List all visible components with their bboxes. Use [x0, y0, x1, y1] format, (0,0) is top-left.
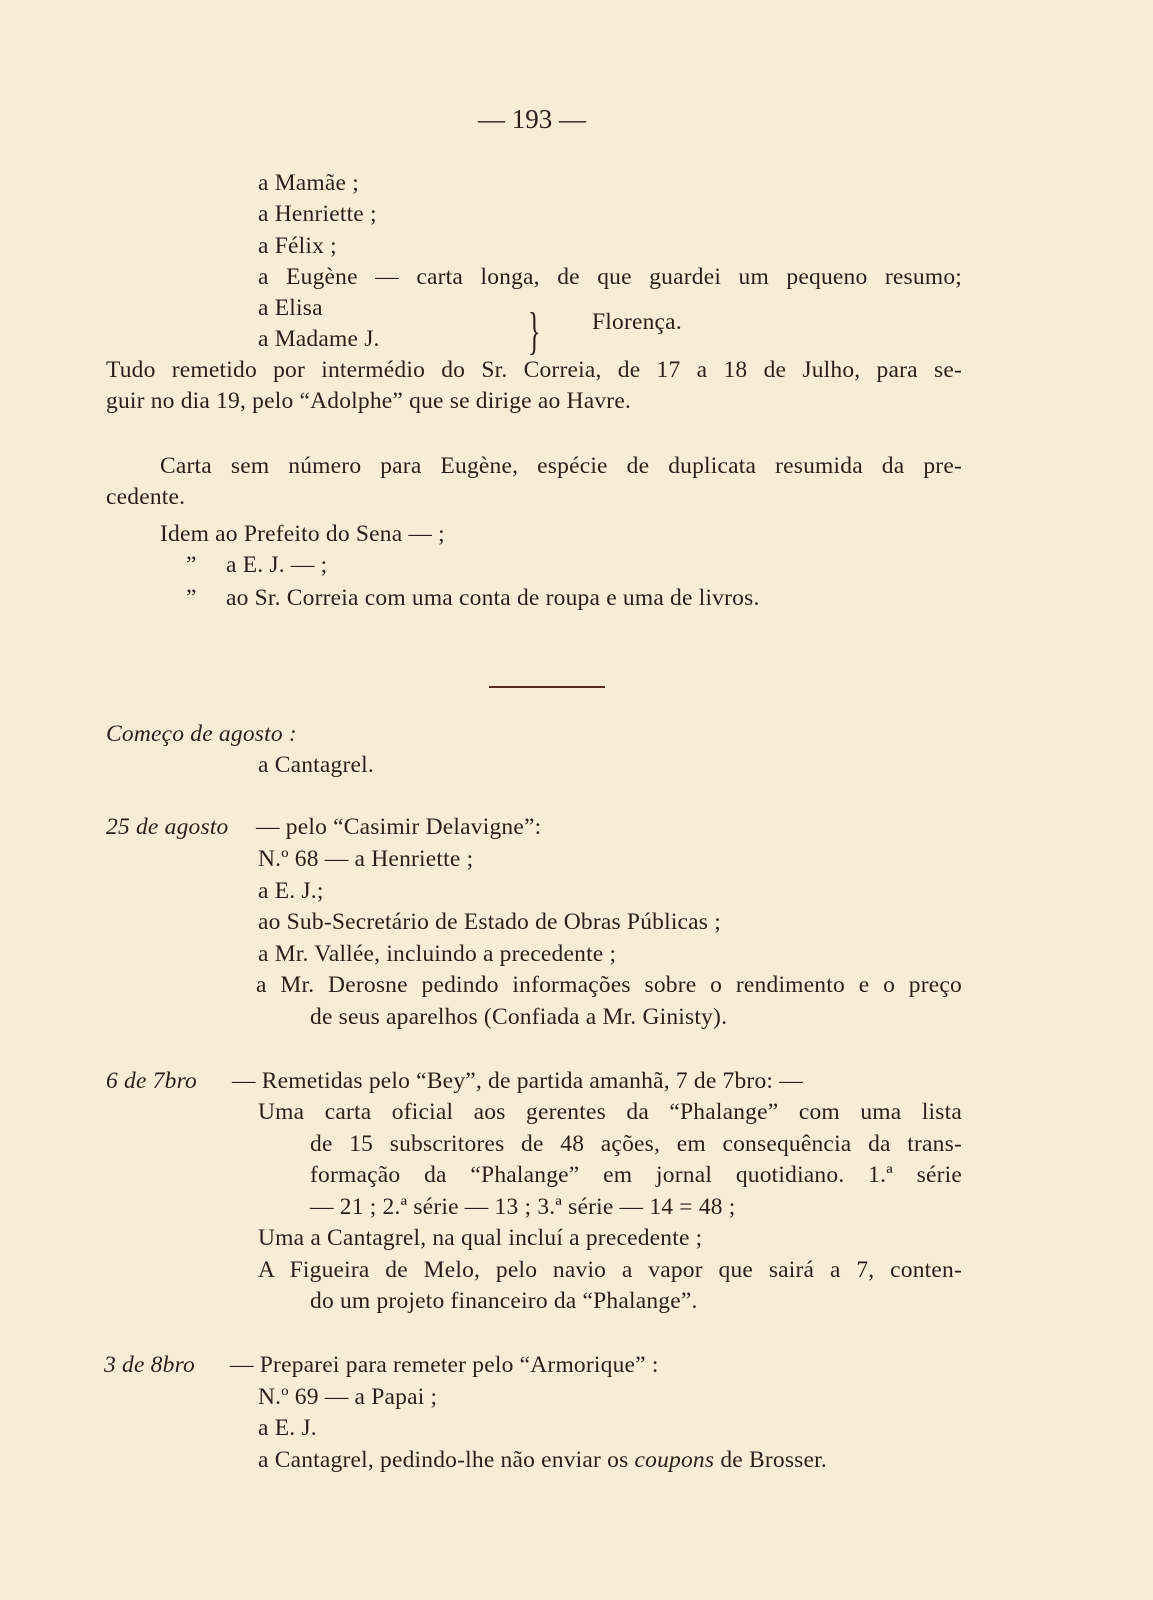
summary-line: Tudo remetido por intermédio do Sr. Correia, de 17 a 18 de Julho, para se- [106, 357, 962, 383]
paragraph-line: Idem ao Prefeito do Sena — ; [160, 521, 445, 547]
ditto-mark: ” [186, 552, 197, 578]
entry-line: de seus aparelhos (Confiada a Mr. Ginisty). [310, 1004, 728, 1030]
recipient-line: a Madame J. [258, 326, 380, 352]
recipient-line: a Félix ; [258, 233, 337, 259]
paragraph-line: ao Sr. Correia com uma conta de roupa e uma de livros. [226, 585, 760, 611]
entry-line: a E. J. [258, 1415, 317, 1441]
recipient-line: a Mamãe ; [258, 170, 359, 196]
paragraph-line: cedente. [106, 484, 186, 510]
paragraph-line: a E. J. — ; [226, 552, 328, 578]
brace-label: Florença. [592, 309, 682, 335]
entry-date: 25 de agosto [106, 814, 229, 840]
emphasis-text: coupons [634, 1447, 715, 1473]
recipient-line: a Henriette ; [258, 201, 377, 227]
entry-line: N.º 68 — a Henriette ; [258, 846, 474, 872]
entry-date: 3 de 8bro [104, 1352, 196, 1378]
summary-line: guir no dia 19, pelo “Adolphe” que se dirige ao Havre. [106, 388, 632, 414]
entry-line: Uma carta oficial aos gerentes da “Phalange” com uma lista [258, 1099, 962, 1125]
entry-line: — Preparei para remeter pelo “Armorique” : [230, 1352, 659, 1378]
entry-line: A Figueira de Melo, pelo navio a vapor que sairá a 7, conten- [258, 1257, 962, 1283]
entry-text: a Cantagrel, pedindo-lhe não enviar os [258, 1447, 629, 1473]
entry-line: do um projeto financeiro da “Phalange”. [310, 1288, 698, 1314]
entry-line: — 21 ; 2.ª série — 13 ; 3.ª série — 14 = 48 ; [310, 1194, 736, 1220]
entry-line: — pelo “Casimir Delavigne”: [256, 814, 542, 840]
section-divider [489, 686, 605, 688]
entry-line: a Mr. Derosne pedindo informações sobre o rendimento e o preço [256, 972, 962, 998]
brace-icon: } [528, 303, 541, 360]
entry-line: a E. J.; [258, 878, 324, 904]
recipient-line: a Eugène — carta longa, de que guardei um pequeno resumo; [258, 264, 962, 290]
paragraph-line: Carta sem número para Eugène, espécie de duplicata resumida da pre- [160, 453, 962, 479]
entry-line: — Remetidas pelo “Bey”, de partida amanhã, 7 de 7bro: — [232, 1068, 803, 1094]
entry-line: de 15 subscritores de 48 ações, em consequência da trans- [310, 1131, 962, 1157]
entry-line: a Mr. Vallée, incluindo a precedente ; [258, 941, 617, 967]
recipient-line: a Elisa [258, 295, 323, 321]
entry-line: formação da “Phalange” em jornal quotidiano. 1.ª série [310, 1162, 962, 1188]
entry-text: de Brosser. [720, 1447, 827, 1473]
entry-line [258, 1447, 827, 1474]
entry-line: Uma a Cantagrel, na qual incluí a precedente ; [258, 1225, 703, 1251]
ditto-mark: ” [186, 585, 197, 611]
entry-date: Começo de agosto : [106, 721, 297, 747]
entry-date: 6 de 7bro [106, 1068, 198, 1094]
entry-line: ao Sub-Secretário de Estado de Obras Públicas ; [258, 909, 721, 935]
entry-line: a Cantagrel. [258, 752, 374, 778]
page-number: — 193 — [478, 104, 586, 134]
entry-line: N.º 69 — a Papai ; [258, 1384, 438, 1410]
